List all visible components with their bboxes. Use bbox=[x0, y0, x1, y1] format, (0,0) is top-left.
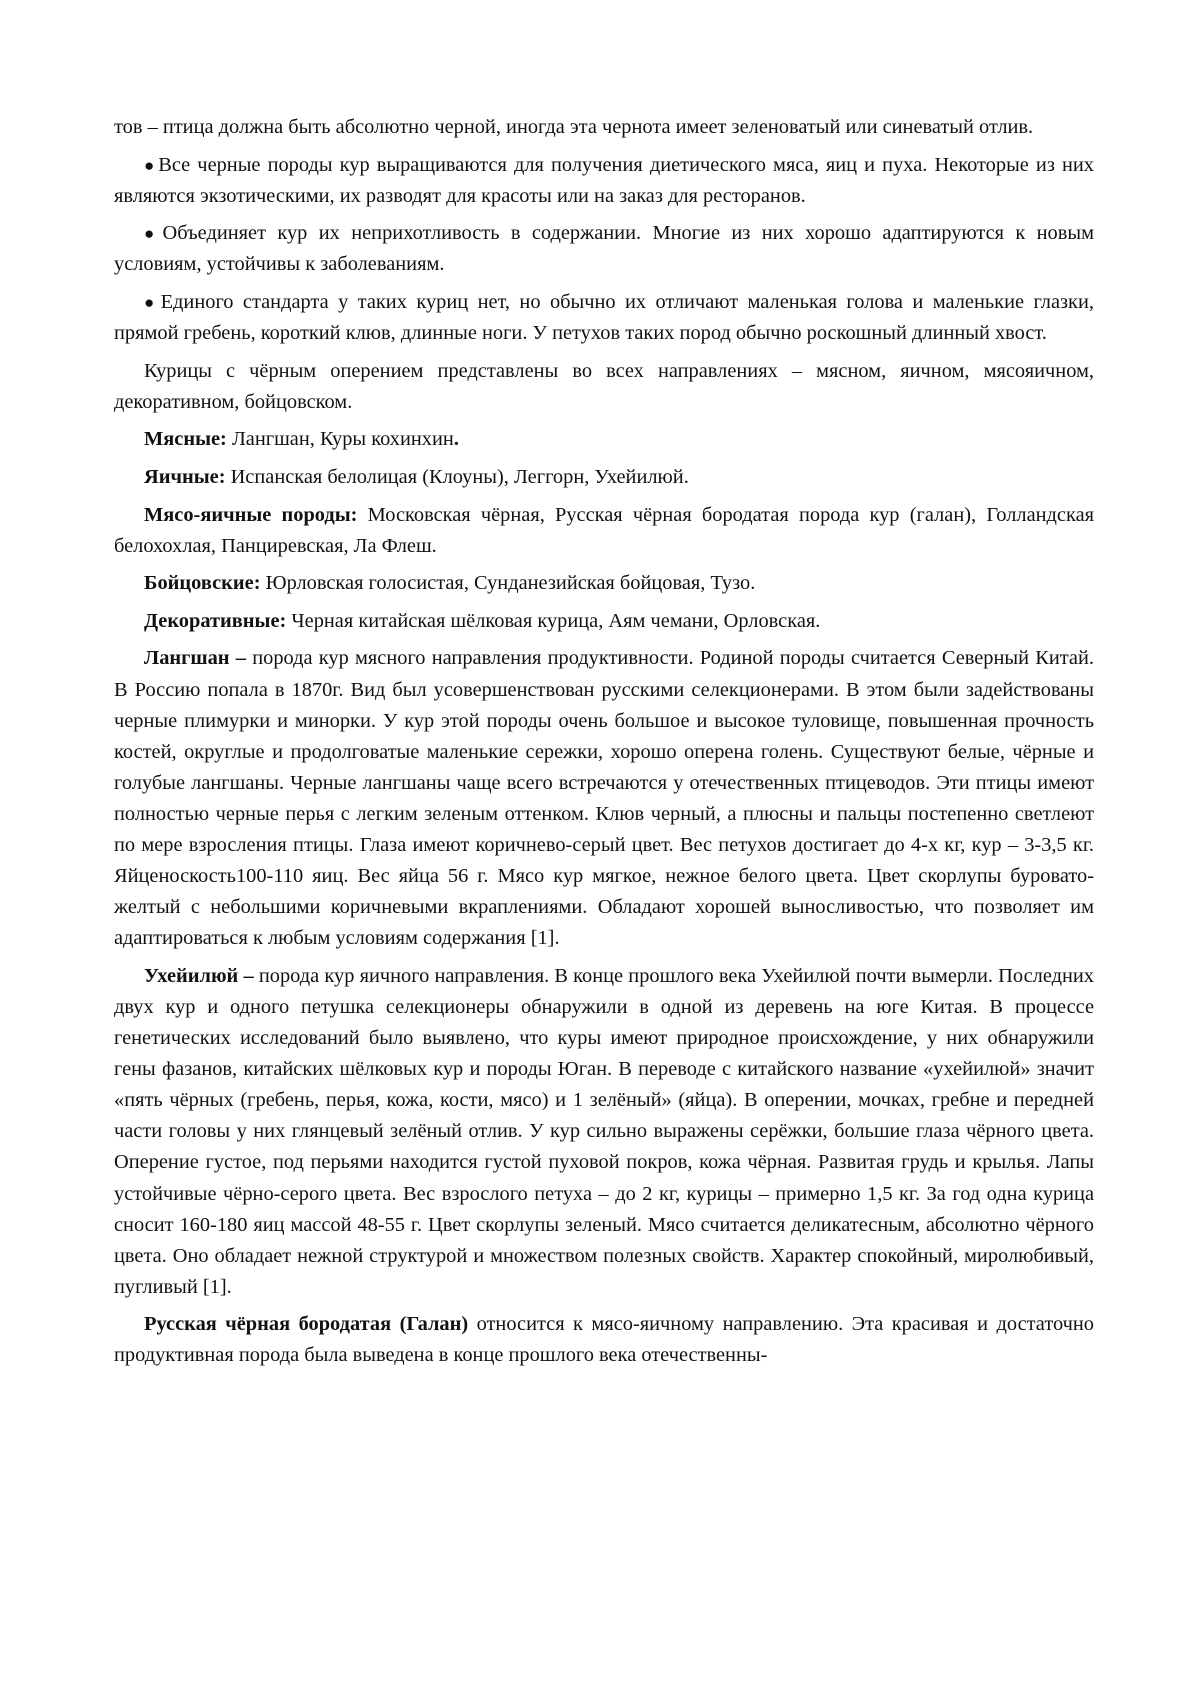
bullet-item-diet-meat bbox=[114, 150, 1094, 212]
bullet-item-standard bbox=[114, 287, 1094, 349]
paragraph-meat-egg-breeds bbox=[114, 500, 1094, 562]
breed-description: порода кур мясного направления продуктивности. Родиной породы считается Северный Китай. В Россию попала в 1870г. Вид был усовершенствован русскими селекционерами. В этом были задействованы черные плимурки и минорки. У кур этой породы очень большое и высокое туловище, повышенная прочность костей, округлые и продолговатые маленькие сережки, хорошо оперена голень. Существуют белые, чёрные и голубые лангшаны. Черные лангшаны чаще всего встречаются у отечественных птицеводов. Эти птицы имеют полностью черные перья с легким зеленым оттенком. Клюв черный, а плюсны и пальцы постепенно светлеют по мере взросления птицы. Глаза имеют коричнево-серый цвет. Вес петухов достигает до 4-х кг, кур – 3-3,5 кг. Яйценоскость100-110 яиц. Вес яйца 56 г. Мясо кур мягкое, нежное белого цвета. Цвет скорлупы буровато-желтый с небольшими коричневыми вкраплениями. Обладают хорошей выносливостью, что позволяет им адаптироваться к любым условиям содержания [1]. bbox=[114, 647, 1094, 950]
paragraph-uheyilyuy bbox=[114, 961, 1094, 1303]
breed-name: Лангшан – bbox=[144, 647, 246, 670]
bullet-text: Объединяет кур их неприхотливость в содержании. Многие из них хорошо адаптируются к новым условиям, устойчивы к заболеваниям. bbox=[114, 222, 1094, 276]
category-text: Черная китайская шёлковая курица, Аям чемани, Орловская. bbox=[286, 609, 821, 632]
paragraph-egg-breeds bbox=[114, 462, 1094, 493]
paragraph-galan bbox=[114, 1309, 1094, 1371]
bullet-icon: ● bbox=[144, 155, 157, 175]
paragraph-langshan bbox=[114, 643, 1094, 954]
bullet-text: Все черные породы кур выращиваются для получения диетического мяса, яиц и пуха. Некоторые из них являются экзотическими, их разводят для красоты или на заказ для ресторанов. bbox=[114, 153, 1094, 207]
paragraph-fighting-breeds bbox=[114, 568, 1094, 599]
bullet-text: Единого стандарта у таких куриц нет, но обычно их отличают маленькая голова и маленькие глазки, прямой гребень, короткий клюв, длинные ноги. У петухов таких пород обычно роскошный длинный хвост. bbox=[114, 290, 1094, 345]
bullet-icon: ● bbox=[144, 224, 161, 244]
category-label: Мясо-яичные породы: bbox=[144, 503, 358, 526]
category-text: Юрловская голосистая, Сунданезийская бойцовая, Тузо. bbox=[260, 572, 756, 595]
document-page bbox=[114, 112, 1094, 1378]
category-label: Мясные: bbox=[144, 428, 227, 451]
category-text: Лангшан, Куры кохинхин bbox=[226, 428, 454, 451]
paragraph-decorative-breeds bbox=[114, 606, 1094, 637]
category-end: . bbox=[453, 428, 459, 451]
bullet-icon: ● bbox=[144, 292, 159, 312]
paragraph-directions: Курицы с чёрным оперением представлены во всех направлениях – мясном, яичном, мясояичном, декоративном, бойцовском. bbox=[114, 359, 1094, 413]
paragraph-continuation: тов – птица должна быть абсолютно черной, иногда эта чернота имеет зеленоватый или синеватый отлив. bbox=[114, 116, 1034, 138]
breed-name: Ухейилюй – bbox=[144, 964, 254, 987]
category-label: Яичные: bbox=[144, 465, 226, 488]
category-text: Московская чёрная, Русская чёрная бородатая порода кур (галан), Голландская белохохлая, Панциревская, Ла Флеш. bbox=[114, 503, 1095, 557]
category-label: Декоративные: bbox=[144, 609, 287, 632]
category-label: Бойцовские: bbox=[144, 572, 261, 595]
paragraph-meat-breeds bbox=[114, 424, 1094, 455]
breed-description: порода кур яичного направления. В конце прошлого века Ухейилюй почти вымерли. Последних двух кур и одного петушка селекционеры обнаружили в одной из деревень на юге Китая. В процессе генетических исследований было выявлено, что куры имеют природное происхождение, у них обнаружили гены фазанов, китайских шёлковых кур и породы Юган. В переводе с китайского название «ухейилюй» значит «пять чёрных (гребень, перья, кожа, кости, мясо) и 1 зелёный» (яйца). В оперении, мочках, гребне и передней части головы у них глянцевый зелёный отлив. У кур сильно выражены серёжки, большие глаза чёрного цвета. Оперение густое, под перьями находится густой пуховой покров, кожа чёрная. Развитая грудь и крылья. Лапы устойчивые чёрно-серого цвета. Вес взрослого петуха – до 2 кг, курицы – примерно 1,5 кг. За год одна курица сносит 160-180 яиц массой 48-55 г. Цвет скорлупы зеленый. Мясо считается деликатесным, абсолютно чёрного цвета. Оно обладает нежной структурой и множеством полезных свойств. Характер спокойный, миролюбивый, пугливый [1]. bbox=[114, 964, 1094, 1298]
breed-description: относится к мясо-яичному направлению. Эта красивая и достаточно продуктивная порода была выведена в конце прошлого века отечественны- bbox=[114, 1313, 1095, 1367]
breed-name: Русская чёрная бородатая (Галан) bbox=[144, 1313, 469, 1336]
bullet-item-undemanding bbox=[114, 218, 1094, 280]
category-text: Испанская белолицая (Клоуны), Леггорн, Ухейилюй. bbox=[225, 465, 689, 488]
